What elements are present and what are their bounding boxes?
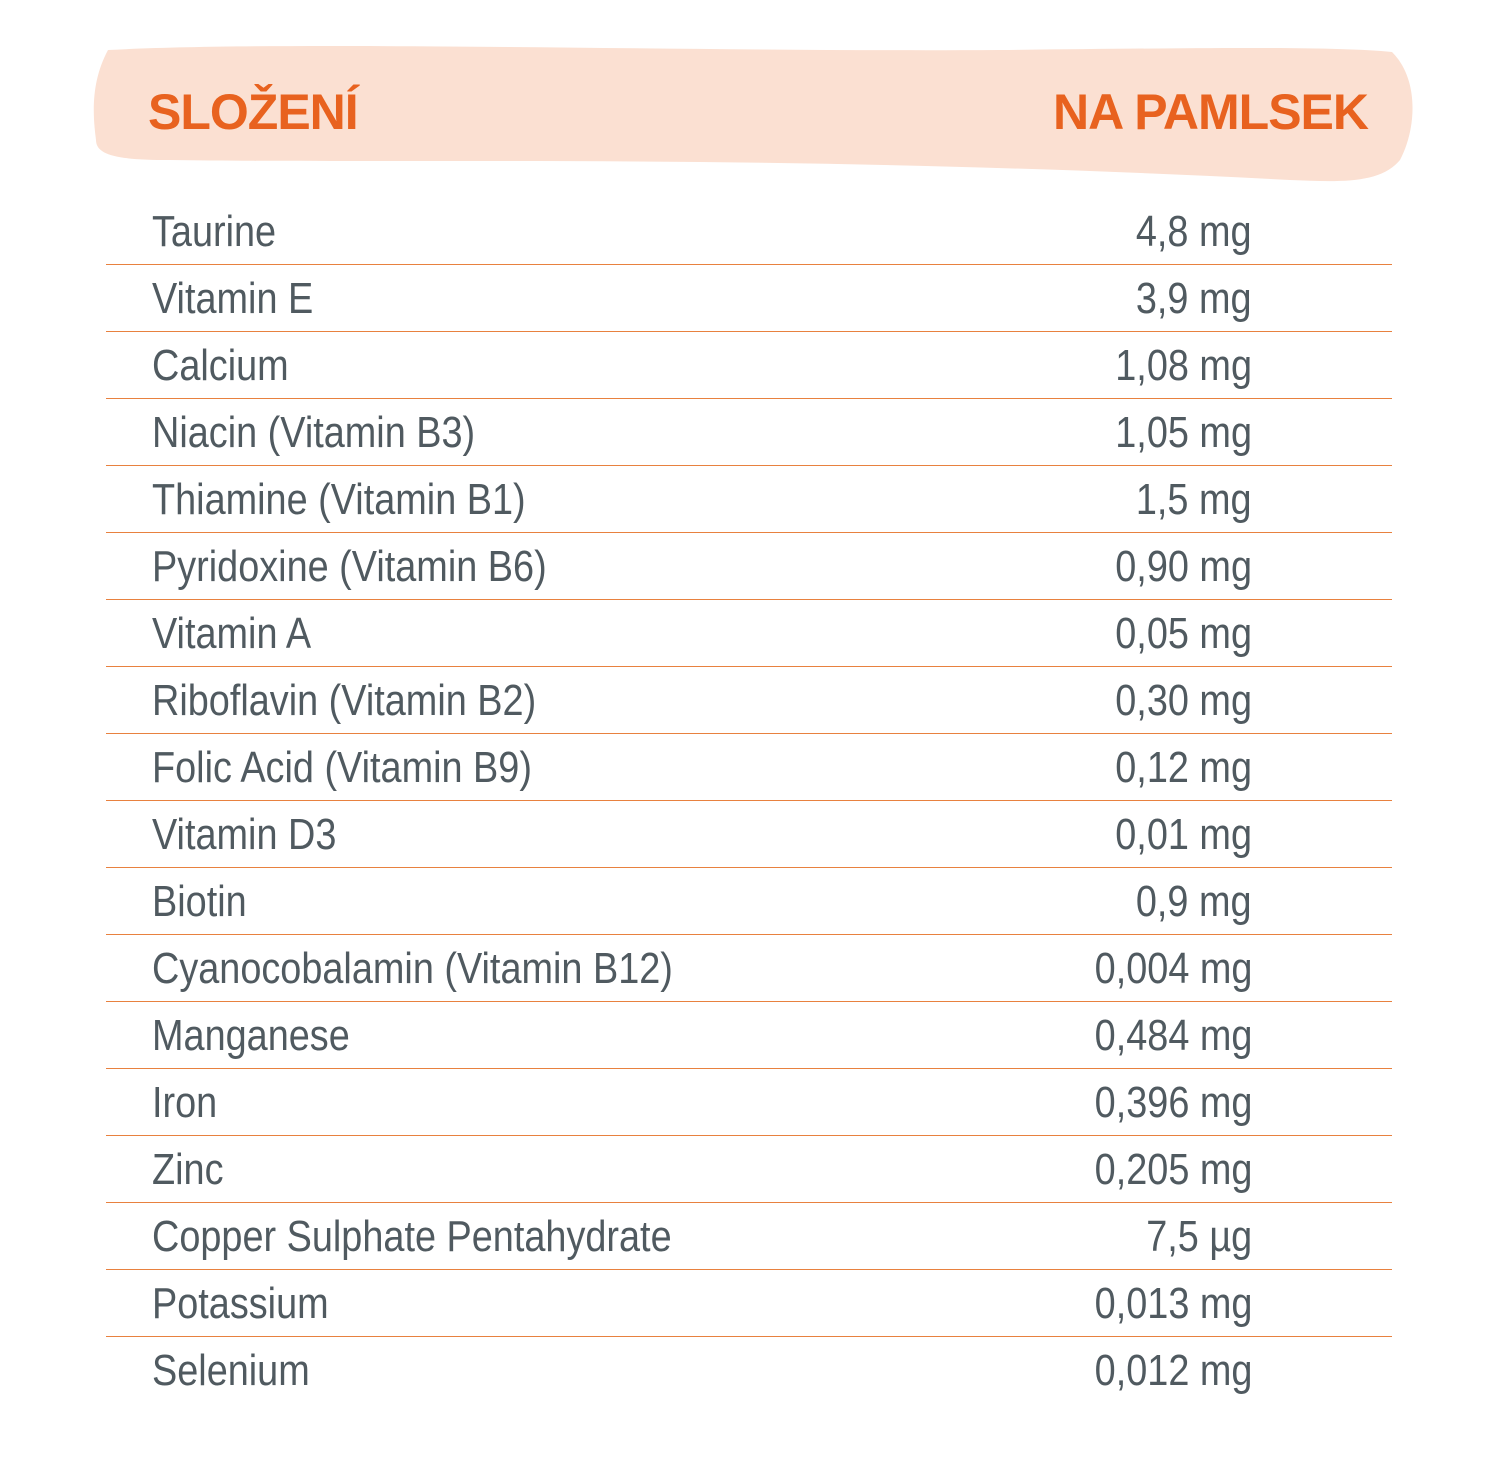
ingredient-name: Selenium bbox=[152, 1346, 310, 1395]
table-row bbox=[106, 1136, 1392, 1203]
table-row bbox=[106, 801, 1392, 868]
ingredient-amount: 1,05 mg bbox=[1115, 408, 1252, 457]
table-row bbox=[106, 734, 1392, 801]
ingredient-amount: 4,8 mg bbox=[1136, 207, 1252, 256]
ingredient-name: Vitamin E bbox=[152, 274, 314, 323]
ingredient-amount: 0,05 mg bbox=[1115, 609, 1252, 658]
table-row bbox=[106, 1069, 1392, 1136]
table-row bbox=[106, 935, 1392, 1002]
ingredient-name: Cyanocobalamin (Vitamin B12) bbox=[152, 944, 673, 993]
table-row bbox=[106, 1002, 1392, 1069]
ingredient-amount: 0,01 mg bbox=[1115, 810, 1252, 859]
ingredient-name: Thiamine (Vitamin B1) bbox=[152, 475, 526, 524]
ingredient-name: Taurine bbox=[152, 207, 277, 256]
ingredient-amount: 1,08 mg bbox=[1115, 341, 1252, 390]
column-header-per-treat: NA PAMLSEK bbox=[1053, 84, 1368, 140]
ingredient-amount: 0,12 mg bbox=[1115, 743, 1252, 792]
ingredient-amount: 3,9 mg bbox=[1136, 274, 1252, 323]
ingredient-amount: 0,30 mg bbox=[1115, 676, 1252, 725]
ingredient-amount: 0,004 mg bbox=[1094, 944, 1252, 993]
table-row bbox=[106, 533, 1392, 600]
table-row bbox=[106, 1270, 1392, 1337]
ingredient-name: Riboflavin (Vitamin B2) bbox=[152, 676, 537, 725]
column-header-ingredient: SLOŽENÍ bbox=[148, 84, 358, 140]
ingredient-name: Vitamin D3 bbox=[152, 810, 337, 859]
ingredient-amount: 7,5 µg bbox=[1146, 1212, 1252, 1261]
table-row bbox=[106, 1337, 1392, 1404]
ingredient-name: Folic Acid (Vitamin B9) bbox=[152, 743, 532, 792]
ingredient-name: Manganese bbox=[152, 1011, 350, 1060]
ingredient-amount: 0,205 mg bbox=[1094, 1145, 1252, 1194]
table-row bbox=[106, 399, 1392, 466]
ingredient-name: Biotin bbox=[152, 877, 247, 926]
table-row bbox=[106, 198, 1392, 265]
ingredient-name: Calcium bbox=[152, 341, 289, 390]
ingredient-name: Iron bbox=[152, 1078, 218, 1127]
ingredient-name: Zinc bbox=[152, 1145, 224, 1194]
table-row bbox=[106, 466, 1392, 533]
table-row bbox=[106, 600, 1392, 667]
ingredient-amount: 0,9 mg bbox=[1136, 877, 1252, 926]
ingredient-name: Copper Sulphate Pentahydrate bbox=[152, 1212, 672, 1261]
ingredient-amount: 0,396 mg bbox=[1094, 1078, 1252, 1127]
ingredient-amount: 0,013 mg bbox=[1094, 1279, 1252, 1328]
table-row bbox=[106, 868, 1392, 935]
table-row bbox=[106, 265, 1392, 332]
ingredient-name: Potassium bbox=[152, 1279, 329, 1328]
table-row bbox=[106, 332, 1392, 399]
table-row bbox=[106, 667, 1392, 734]
ingredient-name: Vitamin A bbox=[152, 609, 312, 658]
table-row bbox=[106, 1203, 1392, 1270]
ingredient-amount: 0,90 mg bbox=[1115, 542, 1252, 591]
ingredient-amount: 0,484 mg bbox=[1094, 1011, 1252, 1060]
ingredient-name: Pyridoxine (Vitamin B6) bbox=[152, 542, 547, 591]
ingredient-amount: 1,5 mg bbox=[1136, 475, 1252, 524]
ingredient-amount: 0,012 mg bbox=[1094, 1346, 1252, 1395]
composition-table bbox=[106, 198, 1392, 1404]
ingredient-name: Niacin (Vitamin B3) bbox=[152, 408, 476, 457]
